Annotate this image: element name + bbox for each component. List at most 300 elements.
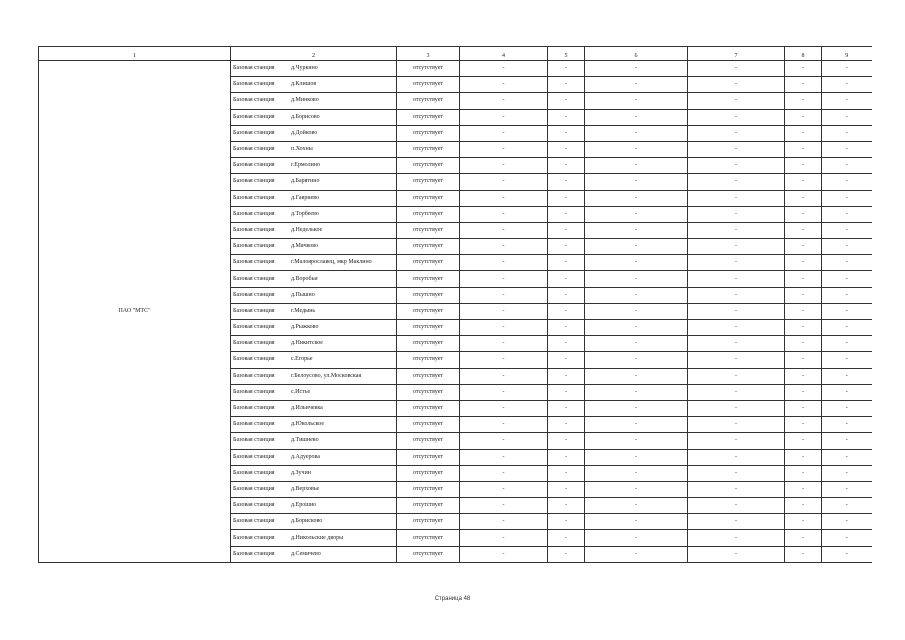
empty-cell-col-6: - [585,546,688,562]
empty-cell-col-6: - [585,433,688,449]
empty-cell-col-7: - [688,158,785,174]
empty-cell-col-9: - [822,465,872,481]
empty-cell-col-9: - [822,141,872,157]
object-place: г.Белоусово, ул.Московская [291,372,362,379]
empty-cell-col-5: - [548,546,585,562]
empty-cell-col-5: - [548,433,585,449]
empty-cell-col-5: - [548,352,585,368]
empty-cell-col-5: - [548,206,585,222]
object-place: д.Борисково [291,518,323,525]
object-cell [231,530,397,546]
object-place: д.Чуркино [291,65,318,72]
column-header-1: 1 [39,47,231,61]
object-place: г.Медынь [291,307,316,314]
empty-cell-col-8: - [785,190,822,206]
empty-cell-col-7: - [688,141,785,157]
empty-cell-col-7: - [688,384,785,400]
empty-cell-col-5: - [548,93,585,109]
empty-cell-col-9: - [822,174,872,190]
status-cell: отсутствует [397,546,460,562]
object-kind: Базовая станция [233,437,275,444]
object-kind: Базовая станция [233,243,275,250]
empty-cell-col-4: - [460,93,548,109]
status-cell: отсутствует [397,109,460,125]
object-cell [231,109,397,125]
object-kind: Базовая станция [233,291,275,298]
status-cell: отсутствует [397,384,460,400]
object-kind: Базовая станция [233,81,275,88]
empty-cell-col-4: - [460,465,548,481]
empty-cell-col-9: - [822,239,872,255]
object-kind: Базовая станция [233,550,275,557]
empty-cell-col-8: - [785,141,822,157]
object-kind: Базовая станция [233,275,275,282]
status-cell: отсутствует [397,61,460,77]
column-header-9: 9 [822,47,872,61]
object-kind: Базовая станция [233,162,275,169]
column-header-3: 3 [397,47,460,61]
empty-cell-col-9: - [822,93,872,109]
empty-cell-col-8: - [785,417,822,433]
status-cell: отсутствует [397,449,460,465]
object-kind: Базовая станция [233,324,275,331]
empty-cell-col-8: - [785,222,822,238]
status-cell: отсутствует [397,530,460,546]
object-cell [231,61,397,77]
object-cell [231,449,397,465]
empty-cell-col-8: - [785,336,822,352]
empty-cell-col-5: - [548,384,585,400]
empty-cell-col-9: - [822,190,872,206]
object-place: д.Мячково [291,243,319,250]
object-cell [231,174,397,190]
empty-cell-col-5: - [548,498,585,514]
empty-cell-col-6: - [585,239,688,255]
empty-cell-col-9: - [822,61,872,77]
empty-cell-col-6: - [585,61,688,77]
column-header-6: 6 [585,47,688,61]
empty-cell-col-7: - [688,109,785,125]
empty-cell-col-5: - [548,368,585,384]
object-kind: Базовая станция [233,146,275,153]
object-kind: Базовая станция [233,129,275,136]
empty-cell-col-6: - [585,336,688,352]
object-place: п.Хохны [291,146,313,153]
empty-cell-col-5: - [548,222,585,238]
object-place: д.Клишов [291,81,317,88]
empty-cell-col-4: - [460,336,548,352]
status-cell: отсутствует [397,498,460,514]
empty-cell-col-7: - [688,287,785,303]
empty-cell-col-4: - [460,158,548,174]
object-place: д.Минково [291,97,319,104]
status-cell: отсутствует [397,174,460,190]
empty-cell-col-7: - [688,465,785,481]
empty-cell-col-8: - [785,93,822,109]
status-cell: отсутствует [397,271,460,287]
object-kind: Базовая станция [233,388,275,395]
empty-cell-col-7: - [688,336,785,352]
empty-cell-col-5: - [548,514,585,530]
status-cell: отсутствует [397,93,460,109]
object-place: д.Дойково [291,129,318,136]
object-place: д.Никитское [291,340,323,347]
empty-cell-col-4: - [460,433,548,449]
empty-cell-col-8: - [785,125,822,141]
empty-cell-col-6: - [585,400,688,416]
object-kind: Базовая станция [233,178,275,185]
empty-cell-col-4: - [460,174,548,190]
object-cell [231,514,397,530]
object-kind: Базовая станция [233,372,275,379]
empty-cell-col-6: - [585,514,688,530]
empty-cell-col-9: - [822,303,872,319]
empty-cell-col-4: - [460,449,548,465]
empty-cell-col-7: - [688,174,785,190]
empty-cell-col-7: - [688,481,785,497]
object-cell [231,336,397,352]
object-cell [231,77,397,93]
empty-cell-col-4: - [460,514,548,530]
empty-cell-col-8: - [785,174,822,190]
object-cell [231,384,397,400]
column-header-5: 5 [548,47,585,61]
object-cell [231,255,397,271]
empty-cell-col-7: - [688,206,785,222]
object-cell [231,368,397,384]
empty-cell-col-9: - [822,336,872,352]
empty-cell-col-7: - [688,222,785,238]
empty-cell-col-4: - [460,255,548,271]
object-cell [231,93,397,109]
empty-cell-col-6: - [585,158,688,174]
object-place: д.Юкольское [291,421,324,428]
empty-cell-col-7: - [688,498,785,514]
empty-cell-col-4: - [460,303,548,319]
empty-cell-col-4: - [460,498,548,514]
empty-cell-col-8: - [785,546,822,562]
object-place: с.Егорье [291,356,313,363]
object-place: г.Малоярославец, мкр Маклино [291,259,372,266]
empty-cell-col-8: - [785,109,822,125]
empty-cell-col-6: - [585,465,688,481]
empty-cell-col-4: - [460,125,548,141]
table-body [39,61,872,563]
status-cell: отсутствует [397,336,460,352]
empty-cell-col-8: - [785,320,822,336]
object-cell [231,481,397,497]
empty-cell-col-7: - [688,61,785,77]
empty-cell-col-8: - [785,206,822,222]
object-cell [231,141,397,157]
empty-cell-col-4: - [460,352,548,368]
status-cell: отсутствует [397,158,460,174]
status-cell: отсутствует [397,352,460,368]
empty-cell-col-8: - [785,498,822,514]
object-cell [231,271,397,287]
page-number: Страница 48 [434,596,471,602]
empty-cell-col-5: - [548,174,585,190]
status-cell: отсутствует [397,514,460,530]
empty-cell-col-6: - [585,77,688,93]
empty-cell-col-5: - [548,336,585,352]
empty-cell-col-5: - [548,287,585,303]
empty-cell-col-9: - [822,498,872,514]
empty-cell-col-7: - [688,271,785,287]
empty-cell-col-9: - [822,206,872,222]
empty-cell-col-8: - [785,77,822,93]
object-cell [231,206,397,222]
empty-cell-col-7: - [688,125,785,141]
empty-cell-col-6: - [585,125,688,141]
empty-cell-col-7: - [688,239,785,255]
empty-cell-col-7: - [688,303,785,319]
object-place: д.Верховье [291,485,320,492]
empty-cell-col-6: - [585,287,688,303]
object-place: д.Зучин [291,469,311,476]
empty-cell-col-6: - [585,303,688,319]
object-place: д.Ерошио [291,502,317,509]
object-place: д.Гавриево [291,194,320,201]
empty-cell-col-8: - [785,303,822,319]
object-kind: Базовая станция [233,97,275,104]
object-place: г.Ермолино [291,162,320,169]
object-cell [231,239,397,255]
empty-cell-col-8: - [785,384,822,400]
empty-cell-col-8: - [785,514,822,530]
empty-cell-col-6: - [585,368,688,384]
column-header-4: 4 [460,47,548,61]
empty-cell-col-6: - [585,417,688,433]
empty-cell-col-9: - [822,222,872,238]
empty-cell-col-9: - [822,287,872,303]
empty-cell-col-6: - [585,93,688,109]
empty-cell-col-6: - [585,384,688,400]
status-cell: отсутствует [397,465,460,481]
object-place: д.Торбеево [291,210,319,217]
object-kind: Базовая станция [233,307,275,314]
empty-cell-col-6: - [585,222,688,238]
empty-cell-col-4: - [460,190,548,206]
object-cell [231,125,397,141]
object-kind: Базовая станция [233,518,275,525]
object-kind: Базовая станция [233,340,275,347]
status-cell: отсутствует [397,125,460,141]
empty-cell-col-8: - [785,530,822,546]
empty-cell-col-7: - [688,255,785,271]
status-cell: отсутствует [397,255,460,271]
empty-cell-col-5: - [548,449,585,465]
status-cell: отсутствует [397,77,460,93]
empty-cell-col-5: - [548,530,585,546]
empty-cell-col-5: - [548,255,585,271]
empty-cell-col-7: - [688,417,785,433]
empty-cell-col-7: - [688,77,785,93]
empty-cell-col-8: - [785,465,822,481]
object-place: д.Никольские дворы [291,534,344,541]
empty-cell-col-7: - [688,93,785,109]
empty-cell-col-9: - [822,109,872,125]
empty-cell-col-4: - [460,384,548,400]
empty-cell-col-7: - [688,400,785,416]
empty-cell-col-9: - [822,530,872,546]
object-place: д.Пышно [291,291,315,298]
empty-cell-col-6: - [585,481,688,497]
status-cell: отсутствует [397,481,460,497]
empty-cell-col-8: - [785,481,822,497]
empty-cell-col-6: - [585,530,688,546]
object-kind: Базовая станция [233,226,275,233]
empty-cell-col-9: - [822,77,872,93]
empty-cell-col-4: - [460,206,548,222]
empty-cell-col-9: - [822,125,872,141]
empty-cell-col-9: - [822,400,872,416]
empty-cell-col-5: - [548,61,585,77]
empty-cell-col-8: - [785,239,822,255]
object-kind: Базовая станция [233,356,275,363]
object-kind: Базовая станция [233,259,275,266]
empty-cell-col-6: - [585,449,688,465]
status-cell: отсутствует [397,190,460,206]
status-cell: отсутствует [397,141,460,157]
object-cell [231,190,397,206]
empty-cell-col-5: - [548,109,585,125]
status-cell: отсутствует [397,433,460,449]
object-cell [231,465,397,481]
empty-cell-col-5: - [548,77,585,93]
empty-cell-col-7: - [688,352,785,368]
empty-cell-col-5: - [548,239,585,255]
empty-cell-col-5: - [548,271,585,287]
empty-cell-col-7: - [688,433,785,449]
object-place: д.Рыжково [291,324,319,331]
object-cell [231,417,397,433]
empty-cell-col-8: - [785,287,822,303]
object-cell [231,400,397,416]
object-place: д.Неделькое [291,226,323,233]
empty-cell-col-9: - [822,352,872,368]
object-place: д.Тишнево [291,437,319,444]
empty-cell-col-7: - [688,546,785,562]
object-place: д.Адуерова [291,453,320,460]
object-cell [231,498,397,514]
empty-cell-col-5: - [548,303,585,319]
empty-cell-col-8: - [785,449,822,465]
empty-cell-col-4: - [460,368,548,384]
empty-cell-col-5: - [548,320,585,336]
empty-cell-col-9: - [822,433,872,449]
stations-table [38,46,872,563]
column-header-2: 2 [231,47,397,61]
empty-cell-col-4: - [460,271,548,287]
object-cell [231,222,397,238]
status-cell: отсутствует [397,368,460,384]
empty-cell-col-8: - [785,158,822,174]
status-cell: отсутствует [397,400,460,416]
object-kind: Базовая станция [233,485,275,492]
object-cell [231,433,397,449]
status-cell: отсутствует [397,287,460,303]
empty-cell-col-9: - [822,158,872,174]
empty-cell-col-6: - [585,190,688,206]
table-header [39,47,872,61]
empty-cell-col-9: - [822,546,872,562]
empty-cell-col-8: - [785,352,822,368]
empty-cell-col-7: - [688,449,785,465]
empty-cell-col-6: - [585,498,688,514]
column-header-7: 7 [688,47,785,61]
empty-cell-col-5: - [548,190,585,206]
object-cell [231,158,397,174]
empty-cell-col-8: - [785,368,822,384]
empty-cell-col-4: - [460,141,548,157]
empty-cell-col-6: - [585,320,688,336]
empty-cell-col-9: - [822,255,872,271]
empty-cell-col-7: - [688,530,785,546]
empty-cell-col-8: - [785,433,822,449]
status-cell: отсутствует [397,222,460,238]
empty-cell-col-6: - [585,206,688,222]
empty-cell-col-9: - [822,514,872,530]
empty-cell-col-9: - [822,417,872,433]
object-kind: Базовая станция [233,469,275,476]
empty-cell-col-6: - [585,255,688,271]
object-kind: Базовая станция [233,113,275,120]
empty-cell-col-6: - [585,109,688,125]
status-cell: отсутствует [397,320,460,336]
object-cell [231,546,397,562]
empty-cell-col-6: - [585,174,688,190]
empty-cell-col-4: - [460,481,548,497]
object-place: с.Истье [291,388,311,395]
object-cell [231,320,397,336]
object-kind: Базовая станция [233,502,275,509]
empty-cell-col-8: - [785,61,822,77]
table-row [39,61,872,77]
object-place: д.Барятино [291,178,320,185]
empty-cell-col-4: - [460,77,548,93]
empty-cell-col-9: - [822,481,872,497]
empty-cell-col-5: - [548,158,585,174]
object-place: д.Воробьи [291,275,318,282]
empty-cell-col-4: - [460,320,548,336]
empty-cell-col-4: - [460,239,548,255]
object-kind: Базовая станция [233,453,275,460]
empty-cell-col-4: - [460,109,548,125]
empty-cell-col-6: - [585,352,688,368]
object-cell [231,352,397,368]
object-place: д.Семичево [291,550,321,557]
empty-cell-col-9: - [822,271,872,287]
object-kind: Базовая станция [233,65,275,72]
object-place: д.Борисово [291,113,320,120]
empty-cell-col-5: - [548,417,585,433]
empty-cell-col-9: - [822,368,872,384]
column-header-8: 8 [785,47,822,61]
empty-cell-col-9: - [822,449,872,465]
empty-cell-col-8: - [785,255,822,271]
operator-cell: ПАО "МТС" [39,61,231,563]
empty-cell-col-5: - [548,400,585,416]
empty-cell-col-9: - [822,384,872,400]
empty-cell-col-7: - [688,368,785,384]
empty-cell-col-5: - [548,125,585,141]
status-cell: отсутствует [397,239,460,255]
status-cell: отсутствует [397,417,460,433]
empty-cell-col-7: - [688,514,785,530]
empty-cell-col-6: - [585,141,688,157]
object-kind: Базовая станция [233,194,275,201]
